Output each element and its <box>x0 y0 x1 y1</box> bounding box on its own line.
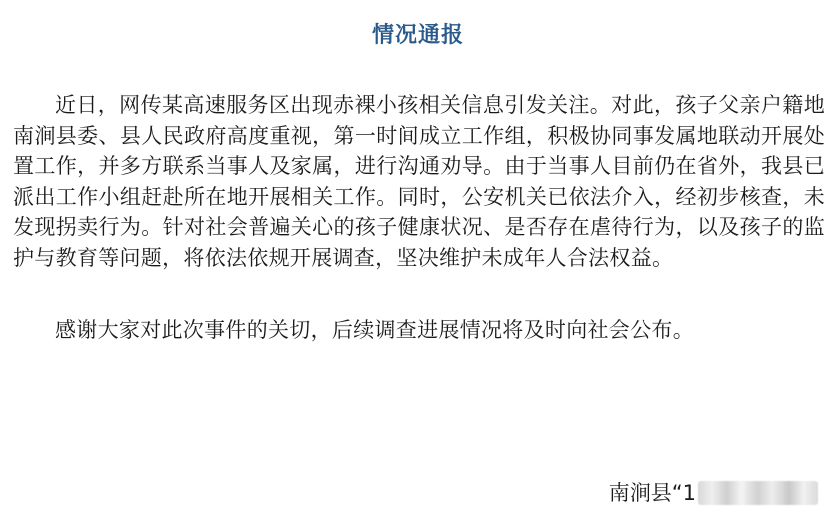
notice-body <box>13 90 825 346</box>
signature-text: 南涧县“1 <box>608 481 696 505</box>
notice-paragraph-main: 近日，网传某高速服务区出现赤裸小孩相关信息引发关注。对此，孩子父亲户籍地南涧县委、县人民政府高度重视，第一时间成立工作组，积极协同事发属地联动开展处置工作，并多方联系当事人及家属，进行沟通劝导。由于当事人目前仍在省外，我县已派出工作小组赶赴所在地开展相关工作。同时，公安机关已依法介入，经初步核查，未发现拐卖行为。针对社会普遍关心的孩子健康状况、是否存在虐待行为，以及孩子的监护与教育等问题，将依法依规开展调查，坚决维护未成年人合法权益。 <box>13 93 825 270</box>
notice-title: 情况通报 <box>371 23 464 48</box>
signature-obscured-overlay <box>698 481 818 505</box>
notice-signature <box>609 478 818 508</box>
notice-paragraph-closing: 感谢大家对此次事件的关切，后续调查进展情况将及时向社会公布。 <box>55 318 694 342</box>
